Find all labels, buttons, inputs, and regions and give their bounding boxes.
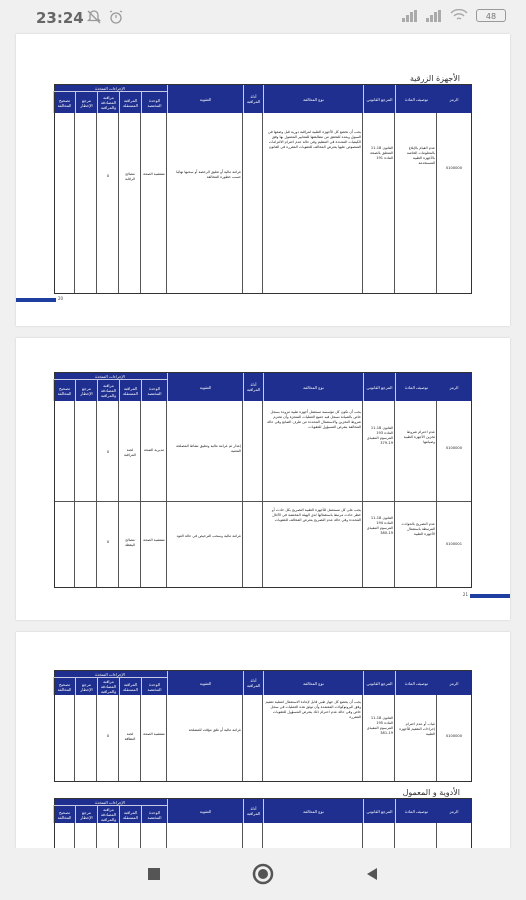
- header-correction: تصحيح المخالفة: [53, 678, 75, 695]
- row-unit: مفتشية الصحة: [143, 732, 165, 736]
- header-independent: المراقبة المستقلة: [119, 806, 141, 823]
- row-violation: يجب أن تخضع كل الأجهزة الطبية لمراقبة دورية قبل وضعها في السوق وبعده للتحقق من مطابقتها للمعايير المعمول بها وفق الكيفيات المحددة في التنظيم وفي حالة عدم احترام الالتزامات المنصوص عليها يتعرض المخالف للعقوبات المقررة في القانون: [267, 130, 361, 149]
- alarm-icon: [108, 10, 124, 24]
- header-unit: الوحدة المختصة: [141, 806, 167, 823]
- row-value: X: [106, 734, 110, 738]
- page-number: 20: [58, 296, 64, 301]
- header-violation: نوع المخالفة: [263, 799, 363, 823]
- document-page-1: [16, 34, 510, 326]
- header-violation: نوع المخالفة: [263, 373, 363, 401]
- header-unit: الوحدة المختصة: [141, 678, 167, 695]
- row-unit: مفتشية الصحة: [143, 538, 165, 542]
- header-notice: مرجع الإخطار: [75, 92, 97, 113]
- table-header: [55, 85, 471, 113]
- header-correction: تصحيح المخالفة: [53, 806, 75, 823]
- violations-table: [54, 372, 472, 588]
- violations-table: [54, 670, 472, 782]
- row-independent: لجنة النظافة: [124, 732, 136, 741]
- table-header: [55, 671, 471, 695]
- header-notice: مرجع الإخطار: [75, 678, 97, 695]
- header-penalty: العقوبة: [167, 671, 243, 695]
- header-certification: مراقبة المصادقة والمراقبة: [97, 806, 119, 823]
- row-reference: القانون 18-11 المادة 193 المرسوم التنفيذي 19-379: [366, 426, 393, 445]
- header-description: توصيف المادة: [395, 799, 437, 823]
- triangle-back-icon: [364, 866, 380, 882]
- circle-icon: [251, 862, 275, 886]
- square-icon: [146, 866, 162, 882]
- back-button[interactable]: [360, 862, 384, 886]
- header-control-tool: أداة المراقبة: [243, 671, 263, 695]
- row-reference: القانون 18-11 المادة 195 المرسوم التنفيذي 19-381: [366, 716, 393, 735]
- header-notice: مرجع الإخطار: [75, 380, 97, 401]
- row-penalty: غرامة مالية وسحب الترخيص في حالة العود: [176, 534, 241, 538]
- header-certification: مراقبة المصادقة والمراقبة: [97, 380, 119, 401]
- header-penalty: العقوبة: [167, 373, 243, 401]
- row-description: غياب أو عدم احترام إجراءات التعقيم للأجهزة الطبية: [399, 722, 435, 736]
- wifi-icon: [450, 9, 468, 22]
- header-control-tool: أداة المراقبة: [243, 85, 263, 113]
- header-unit: الوحدة المختصة: [141, 92, 167, 113]
- row-description: عدم احترام شروط تخزين الأجهزة الطبية وصيانتها: [403, 430, 435, 444]
- header-independent: المراقبة المستقلة: [119, 92, 141, 113]
- android-nav-bar: [0, 848, 526, 900]
- status-bar: [0, 0, 526, 34]
- header-certification: مراقبة المصادقة والمراقبة: [97, 678, 119, 695]
- row-code: 0100000: [445, 446, 462, 450]
- row-code: 0100000: [445, 734, 462, 738]
- group-header: الإجراءات المتخذة: [53, 671, 167, 678]
- header-code: الرمز: [449, 808, 459, 814]
- header-code: الرمز: [449, 384, 459, 390]
- battery-icon: 48: [476, 9, 506, 22]
- group-header: الإجراءات المتخذة: [53, 85, 167, 92]
- header-code: الرمز: [449, 96, 459, 102]
- page-footer-bar: [470, 594, 510, 598]
- row-unit: مفتشية الصحة: [143, 172, 165, 176]
- group-header: الإجراءات المتخذة: [53, 799, 167, 806]
- header-reference: المرجع القانوني: [363, 799, 395, 823]
- section-title: الأدوية و المعمول: [402, 788, 460, 797]
- row-penalty: إعذار ثم غرامة مالية وتعليق نشاط المصلحة المعنية: [176, 444, 241, 453]
- table-header: [55, 373, 471, 401]
- row-violation: يجب أن تكون كل مؤسسة تستعمل أجهزة طبية مزودة بسجل خاص بالصيانة تسجل فيه جميع العمليات المنجزة وأن تحترم شروط التخزين والاستعمال المحددة من طرف الصانع وفي حالة المخالفة يتعرض المسؤول للعقوبات: [267, 410, 361, 429]
- header-independent: المراقبة المستقلة: [119, 380, 141, 401]
- row-value: X: [106, 174, 110, 178]
- header-reference: المرجع القانوني: [363, 373, 395, 401]
- header-penalty: العقوبة: [167, 799, 243, 823]
- violations-table-2: [54, 798, 472, 848]
- row-penalty: غرامة مالية أو غلق مؤقت للمصلحة: [188, 728, 241, 732]
- document-page-3: [16, 632, 510, 848]
- row-reference: القانون 18-11 المادة 194 المرسوم التنفيذي 19-380: [366, 516, 393, 535]
- status-time: 23:24: [36, 9, 84, 27]
- row-code: 0100001: [445, 542, 462, 546]
- row-value: X: [106, 540, 110, 544]
- header-unit: الوحدة المختصة: [141, 380, 167, 401]
- row-independent: مصالح الرقابة: [125, 172, 135, 181]
- home-button[interactable]: [251, 862, 275, 886]
- header-notice: مرجع الإخطار: [75, 806, 97, 823]
- row-value: X: [106, 450, 110, 454]
- page-footer-bar: [16, 298, 56, 302]
- header-reference: المرجع القانوني: [363, 85, 395, 113]
- row-independent: لجنة المراقبة: [124, 448, 136, 457]
- table-header: [55, 799, 471, 823]
- header-code: الرمز: [449, 680, 459, 686]
- row-violation: يجب على كل مستعمل للأجهزة الطبية التصريح بكل حادث أو خطر حادث مرتبط باستعمالها لدى الهيئة المختصة في الآجال المحددة وفي حالة عدم التصريح يتعرض المخالف للعقوبات: [271, 508, 361, 522]
- signal-1-icon: [402, 10, 418, 22]
- group-header: الإجراءات المتخذة: [53, 373, 167, 380]
- row-description: عدم القيام بالإبلاغ بالمعلومات الخاصة بالأجهزة الطبية المستخدمة: [406, 146, 435, 165]
- row-violation: يجب أن يخضع كل جهاز طبي قابل لإعادة الاستعمال لعملية تعقيم وفق البروتوكولات المعتمدة وأن توثق هذه العمليات في سجل خاص وفي حالة عدم احترام ذلك يتعرض المسؤول للعقوبات المقررة: [265, 700, 361, 719]
- row-independent: مصالح اليقظة: [125, 538, 135, 547]
- header-correction: تصحيح المخالفة: [53, 380, 75, 401]
- recents-button[interactable]: [142, 862, 166, 886]
- header-certification: مراقبة المصادقة والمراقبة: [97, 92, 119, 113]
- row-penalty: غرامة مالية أو تعليق الرخصة أو سحبها نهائيا حسب خطورة المخالفة: [176, 170, 241, 179]
- header-control-tool: أداة المراقبة: [243, 799, 263, 823]
- signal-2-icon: [426, 10, 442, 22]
- header-description: توصيف المادة: [395, 671, 437, 695]
- header-violation: نوع المخالفة: [263, 671, 363, 695]
- row-code: 0100000: [445, 166, 462, 170]
- document-page-2: [16, 338, 510, 620]
- header-reference: المرجع القانوني: [363, 671, 395, 695]
- header-description: توصيف المادة: [395, 85, 437, 113]
- header-correction: تصحيح المخالفة: [53, 92, 75, 113]
- row-unit: مديرية الصحة: [143, 448, 165, 452]
- header-description: توصيف المادة: [395, 373, 437, 401]
- header-control-tool: أداة المراقبة: [243, 373, 263, 401]
- section-title: الأجهزة الزرقية: [409, 74, 460, 83]
- row-description: عدم التصريح بالحوادث المرتبطة باستعمال الأجهزة الطبية: [401, 522, 435, 536]
- header-independent: المراقبة المستقلة: [119, 678, 141, 695]
- header-penalty: العقوبة: [167, 85, 243, 113]
- row-reference: القانون 18-11 المتعلق بالصحة المادة 191: [370, 146, 393, 160]
- mute-bell-icon: [86, 10, 102, 24]
- violations-table: [54, 84, 472, 294]
- header-violation: نوع المخالفة: [263, 85, 363, 113]
- page-number: 21: [462, 592, 468, 597]
